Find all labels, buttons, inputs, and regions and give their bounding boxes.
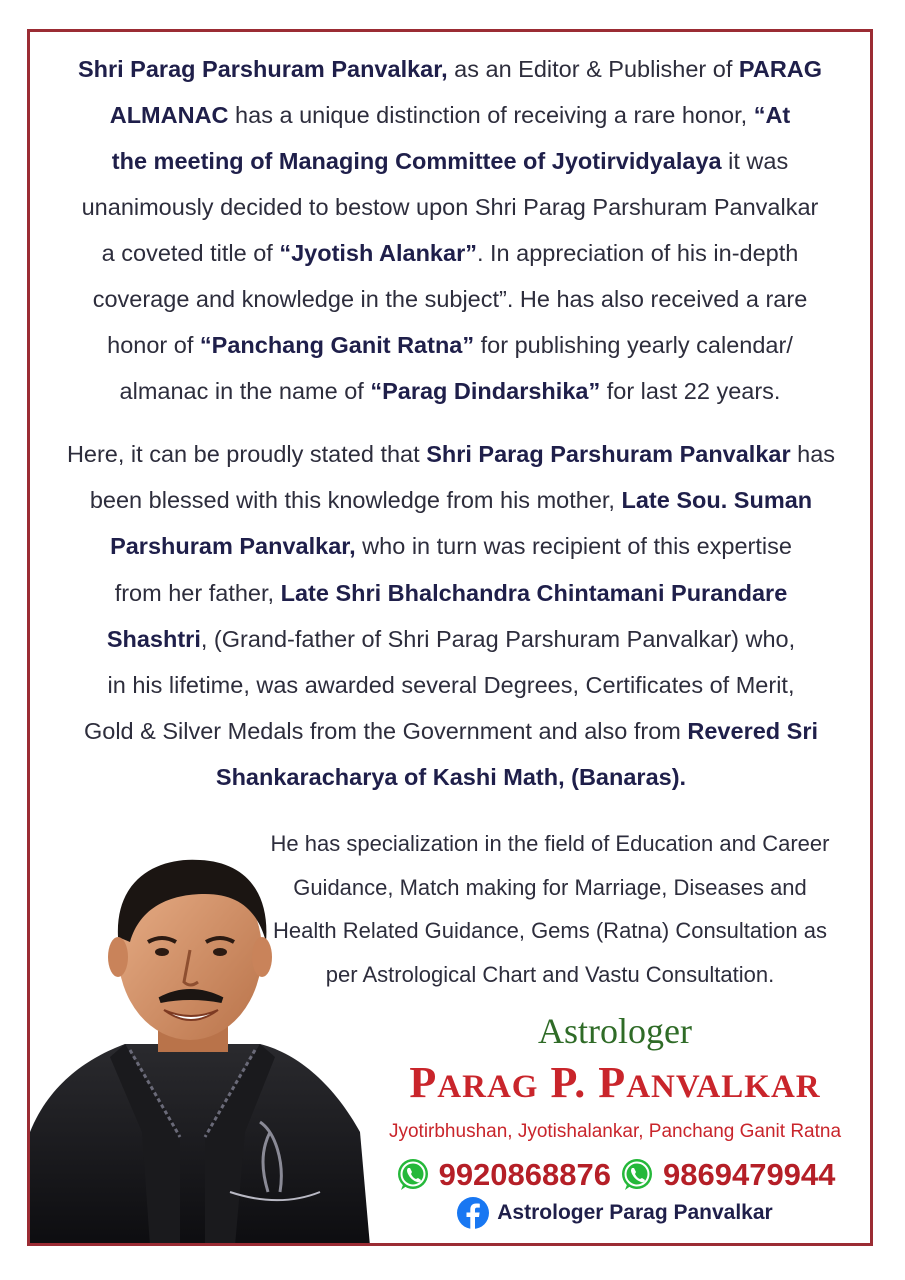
contact-phones	[360, 1157, 870, 1193]
specialization-paragraph: He has specialization in the field of Education and Career Guidance, Match making for Marriage, Diseases and Health Related Guidance, Gems (Ratna) Consultation as per Astrological Chart and Vastu Consultation.	[270, 831, 830, 987]
whatsapp-icon	[619, 1157, 655, 1193]
facebook-page[interactable]	[360, 1197, 870, 1229]
phone-number-2[interactable]: 9869479944	[663, 1157, 836, 1192]
lineage-paragraph: Here, it can be proudly stated that Shri Parag Parshuram Panvalkar has been blessed with this knowledge from his mother, Late Sou. Suman Parshuram Panvalkar, who in turn was recipient of this expertise from her father, Late Shri Bhalchandra Chintamani Purandare Shashtri, (Grand-father of Shri Parag Parshuram Panvalkar) who, in his lifetime, was awarded several Degrees, Certificates of Merit, Gold & Silver Medals from the Government and also from Revered Sri Shankaracharya of Kashi Math, (Banaras).	[66, 441, 836, 791]
signature-block	[360, 1007, 870, 1229]
facebook-icon	[457, 1197, 489, 1229]
whatsapp-icon	[395, 1157, 431, 1193]
phone-number-1[interactable]: 9920868876	[438, 1157, 611, 1192]
intro-paragraph: Shri Parag Parshuram Panvalkar, as an Editor & Publisher of PARAG ALMANAC has a unique distinction of receiving a rare honor, “At the meeting of Managing Committee of Jyotirvidyalaya it was unanimously decided to bestow upon Shri Parag Parshuram Panvalkar a coveted title of “Jyotish Alankar”. In appreciation of his in-depth coverage and knowledge in the subject”. He has also received a rare honor of “Panchang Ganit Ratna” for publishing yearly calendar/ almanac in the name of “Parag Dindarshika” for last 22 years.	[77, 56, 823, 404]
astrologer-label: Astrologer	[538, 1011, 692, 1051]
facebook-page-name: Astrologer Parag Panvalkar	[497, 1201, 773, 1224]
honor-titles: Jyotirbhushan, Jyotishalankar, Panchang Ganit Ratna	[388, 1121, 842, 1142]
astrologer-name: PARAG P. PANVALKAR	[409, 1058, 821, 1107]
portrait-photo	[30, 832, 370, 1246]
poster-frame	[27, 29, 873, 1246]
